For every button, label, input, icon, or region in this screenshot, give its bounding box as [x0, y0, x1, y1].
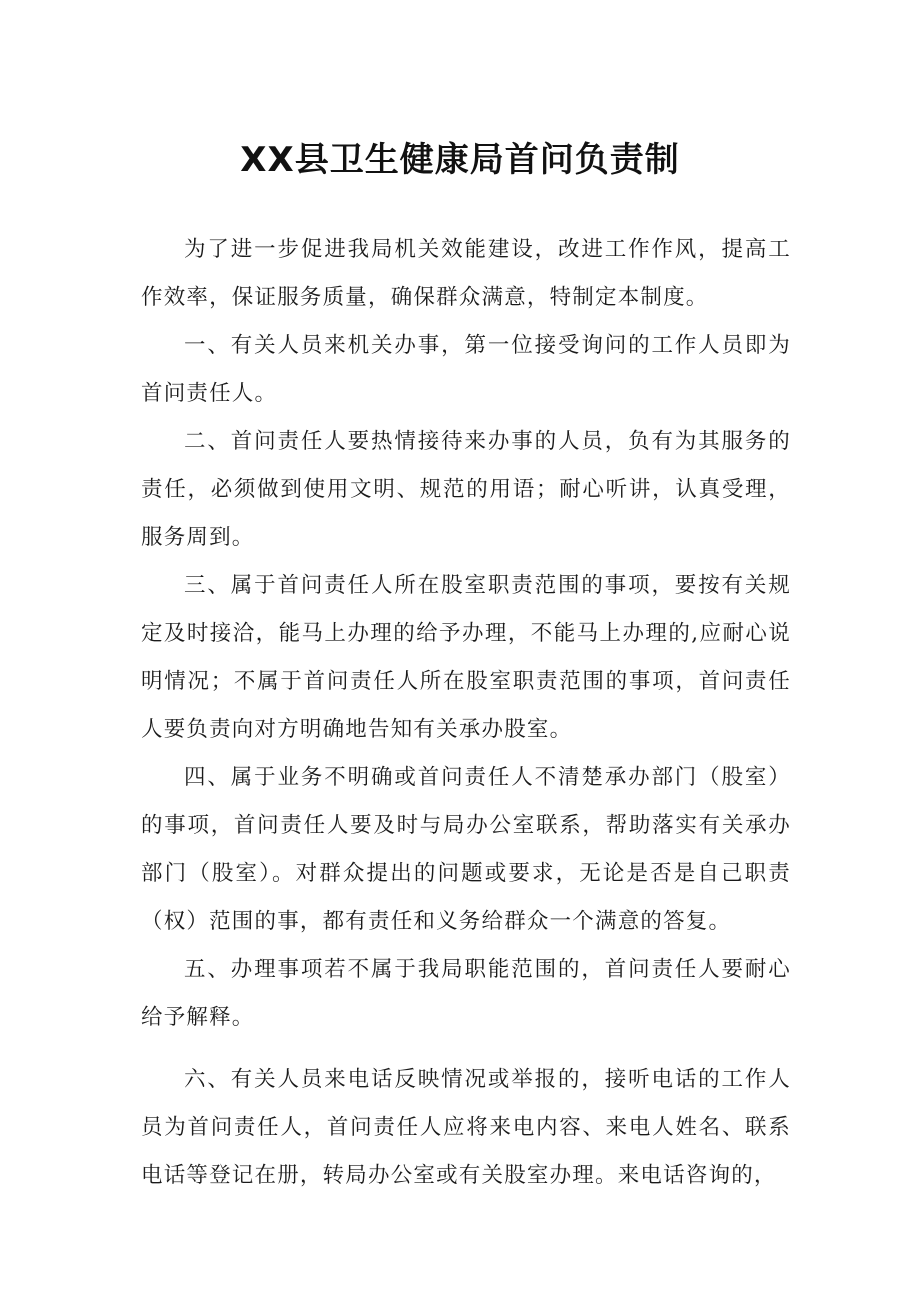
document-title: XX县卫生健康局首问负责制 [240, 140, 680, 180]
paragraph-intro: 为了进一步促进我局机关效能建设，改进工作作风，提高工作效率，保证服务质量，确保群众满意，特制定本制度。 [141, 237, 791, 310]
paragraph-item-4: 四、属于业务不明确或首问责任人不清楚承办部门（股室）的事项，首问责任人要及时与局办公室联系，帮助落实有关承办部门（股室）。对群众提出的问题或要求，无论是否是自己职责（权）范围的事，都有责任和义务给群众一个满意的答复。 [141, 765, 791, 934]
paragraph-item-5: 五、办理事项若不属于我局职能范围的，首问责任人要耐心给予解释。 [141, 957, 791, 1030]
paragraph-item-6: 六、有关人员来电话反映情况或举报的，接听电话的工作人员为首问责任人，首问责任人应将来电内容、来电人姓名、联系电话等登记在册，转局办公室或有关股室办理。来电话咨询的， [141, 1067, 791, 1188]
paragraph-item-1: 一、有关人员来机关办事，第一位接受询问的工作人员即为首问责任人。 [141, 333, 791, 406]
paragraph-item-3: 三、属于首问责任人所在股室职责范围的事项，要按有关规定及时接洽，能马上办理的给予办理，不能马上办理的,应耐心说明情况；不属于首问责任人所在股室职责范围的事项，首问责任人要负责向对方明确地告知有关承办股室。 [141, 573, 791, 742]
document-body [141, 226, 791, 1200]
paragraph-item-2: 二、首问责任人要热情接待来办事的人员，负有为其服务的责任，必须做到使用文明、规范的用语；耐心听讲，认真受理，服务周到。 [141, 429, 791, 550]
